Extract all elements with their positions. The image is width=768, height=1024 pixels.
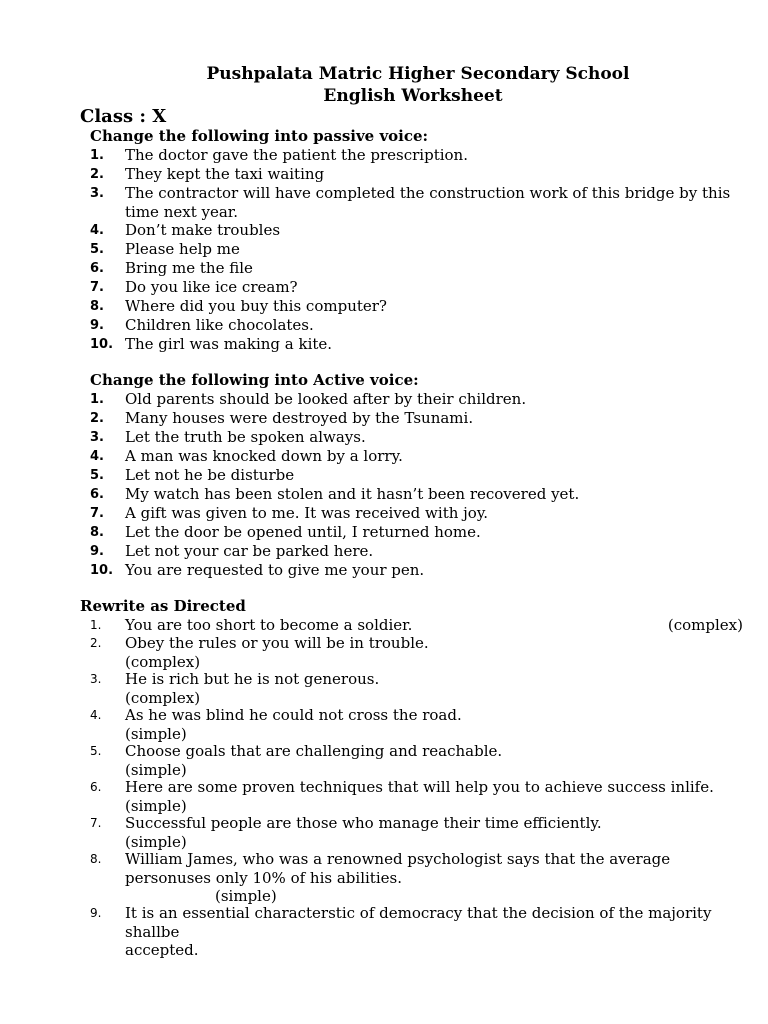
item-number: 7.: [90, 280, 104, 295]
item-text: A gift was given to me. It was received with joy.: [125, 504, 489, 522]
item-text: Let not your car be parked here.: [125, 542, 374, 560]
directive-tag: (simple): [125, 724, 187, 743]
directive-tag: (simple): [125, 832, 187, 851]
item-text: The girl was making a kite.: [125, 335, 333, 353]
item-text: Don’t make troubles: [125, 221, 281, 239]
item-text: Bring me the file: [125, 259, 253, 277]
item-number: 8.: [90, 852, 102, 866]
item-text: Children like chocolates.: [125, 316, 314, 334]
list-item: [0, 428, 737, 447]
list-item: [0, 904, 768, 958]
item-number: 3.: [90, 672, 102, 686]
item-text: The doctor gave the patient the prescription.: [125, 146, 468, 164]
item-number: 7.: [90, 506, 104, 521]
list-item: [0, 221, 737, 240]
item-number: 9.: [90, 544, 104, 559]
item-number: 9.: [90, 906, 102, 920]
list-item: [0, 146, 737, 165]
item-number: 6.: [90, 261, 104, 276]
passive-voice-list: [0, 146, 737, 354]
item-number: 1.: [90, 392, 104, 407]
item-text-continued: shallbe: [125, 922, 180, 941]
list-item: [0, 542, 737, 561]
item-text: Where did you buy this computer?: [125, 297, 387, 315]
list-item: [0, 447, 737, 466]
list-item: [0, 670, 768, 706]
list-item: [0, 278, 737, 297]
item-number: 8.: [90, 299, 104, 314]
item-text: It is an essential characterstic of democracy that the decision of the majority: [125, 904, 712, 922]
directive-tag: (simple): [125, 760, 187, 779]
item-text: You are too short to become a soldier.: [125, 616, 413, 634]
item-number: 7.: [90, 816, 102, 830]
item-text: Please help me: [125, 240, 240, 258]
directive-tag: (simple): [215, 887, 277, 905]
item-text: Obey the rules or you will be in trouble.: [125, 634, 429, 652]
item-text: As he was blind he could not cross the road.: [125, 706, 462, 724]
item-number: 3.: [90, 430, 104, 445]
passive-voice-heading: Change the following into passive voice:: [90, 127, 429, 145]
list-item: [0, 240, 737, 259]
item-text: William James, who was a renowned psychologist says that the average: [125, 850, 671, 868]
item-number: 5.: [90, 744, 102, 758]
item-number: 4.: [90, 223, 104, 238]
list-item: [0, 335, 737, 354]
rewrite-list: [0, 616, 768, 958]
item-number: 6.: [90, 487, 104, 502]
item-number: 2.: [90, 411, 104, 426]
active-voice-list: [0, 390, 737, 580]
item-text: Old parents should be looked after by their children.: [125, 390, 527, 408]
worksheet-title: English Worksheet: [323, 86, 503, 106]
list-item: [0, 409, 737, 428]
item-number: 5.: [90, 468, 104, 483]
item-number: 1.: [90, 618, 102, 632]
list-item: [0, 523, 737, 542]
item-number: 3.: [90, 186, 104, 201]
item-text: He is rich but he is not generous.: [125, 670, 380, 688]
list-item: [0, 814, 768, 850]
list-item: [0, 390, 737, 409]
item-number: 4.: [90, 449, 104, 464]
item-number: 5.: [90, 242, 104, 257]
item-text: Do you like ice cream?: [125, 278, 298, 296]
list-item: [0, 778, 768, 814]
item-text: My watch has been stolen and it hasn’t been recovered yet.: [125, 485, 580, 503]
item-number: 10.: [90, 337, 114, 352]
item-text: The contractor will have completed the construction work of this bridge by this time next year.: [125, 184, 731, 221]
directive-tag: (complex): [667, 616, 743, 634]
list-item: [0, 504, 737, 523]
list-item: [0, 706, 768, 742]
list-item: [0, 316, 737, 335]
list-item: [0, 485, 737, 504]
item-text: Successful people are those who manage their time efficiently.: [125, 814, 602, 832]
directive-tag: (simple): [125, 796, 187, 815]
list-item: [0, 616, 768, 634]
item-text: Choose goals that are challenging and reachable.: [125, 742, 503, 760]
list-item: [0, 184, 737, 221]
directive-tag: (complex): [125, 688, 201, 707]
item-text-continued: accepted.: [125, 941, 199, 959]
active-voice-heading: Change the following into Active voice:: [90, 371, 419, 389]
class-label: Class : X: [80, 106, 167, 127]
item-number: 2.: [90, 636, 102, 650]
list-item: [0, 466, 737, 485]
item-text: Let the door be opened until, I returned home.: [125, 523, 481, 541]
list-item: [0, 259, 737, 278]
item-text: They kept the taxi waiting: [125, 165, 325, 183]
item-number: 4.: [90, 708, 102, 722]
list-item: [0, 634, 768, 670]
directive-tag: (complex): [125, 652, 201, 671]
item-text: A man was knocked down by a lorry.: [125, 447, 403, 465]
item-text: Let the truth be spoken always.: [125, 428, 366, 446]
item-number: 10.: [90, 563, 114, 578]
item-number: 9.: [90, 318, 104, 333]
school-name: Pushpalata Matric Higher Secondary School: [206, 64, 630, 84]
list-item: [0, 742, 768, 778]
item-text: You are requested to give me your pen.: [125, 561, 425, 579]
list-item: [0, 850, 768, 904]
item-text-continued: personuses only 10% of his abilities.: [125, 868, 402, 887]
item-number: 6.: [90, 780, 102, 794]
item-text: Here are some proven techniques that will help you to achieve success inlife.: [125, 778, 714, 796]
list-item: [0, 165, 737, 184]
item-text: Many houses were destroyed by the Tsunami.: [125, 409, 474, 427]
list-item: [0, 561, 737, 580]
item-text: Let not he be disturbe: [125, 466, 295, 484]
item-number: 2.: [90, 167, 104, 182]
item-number: 8.: [90, 525, 104, 540]
item-number: 1.: [90, 148, 104, 163]
list-item: [0, 297, 737, 316]
rewrite-heading: Rewrite as Directed: [80, 597, 246, 615]
